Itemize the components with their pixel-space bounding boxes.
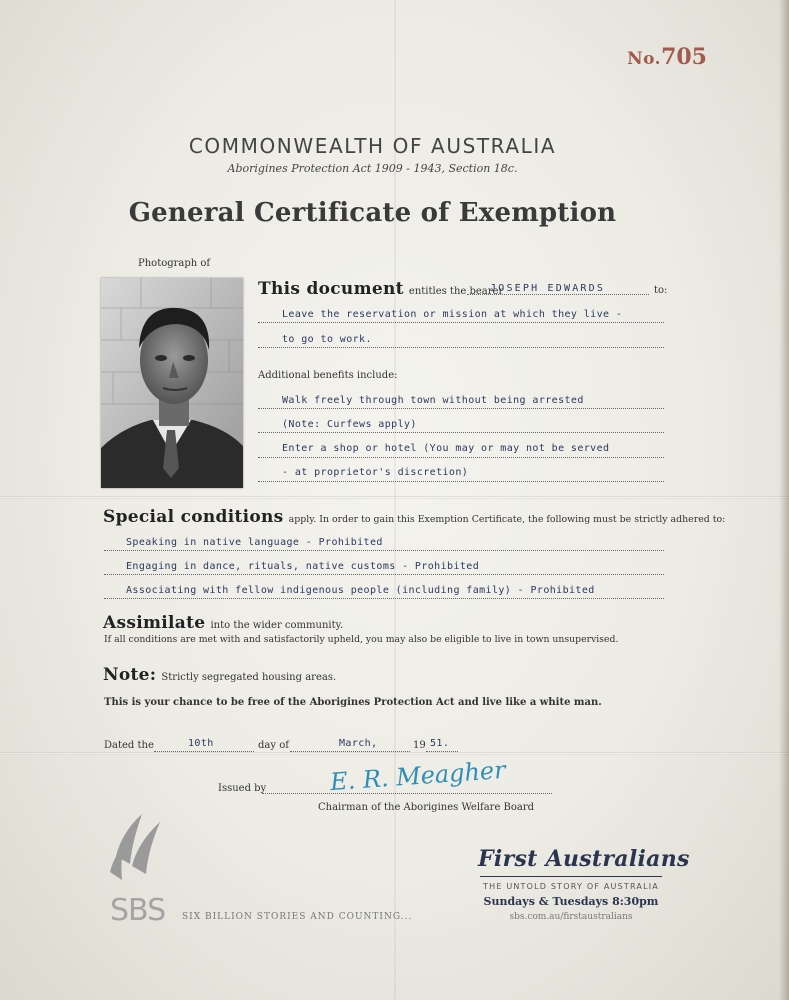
photo-label: Photograph of: [138, 258, 211, 269]
entitlement-line: to go to work.: [282, 334, 372, 345]
assimilate-detail: If all conditions are met with and satisfactorily upheld, you may also be eligible to live in town unsupervised.: [104, 634, 619, 645]
certificate-number-prefix: No.: [627, 49, 662, 69]
commonwealth-heading: COMMONWEALTH OF AUSTRALIA: [188, 134, 557, 158]
dotted-line: [258, 481, 664, 482]
signature: E. R. Meagher: [329, 755, 507, 797]
special-conditions: [103, 507, 725, 527]
day-of-label: day of: [258, 740, 289, 751]
document-lead: This document: [258, 279, 404, 299]
note-lead: Note:: [103, 665, 157, 685]
to-text: to:: [654, 285, 668, 296]
benefit-line: Walk freely through town without being arrested: [282, 395, 584, 406]
dotted-line: [154, 751, 254, 752]
show-title: First Australians: [478, 846, 690, 872]
document-entitlement: [258, 279, 503, 299]
dotted-line: [467, 294, 649, 295]
dated-label: Dated the: [104, 740, 154, 751]
show-tagline: THE UNTOLD STORY OF AUSTRALIA: [483, 882, 659, 891]
benefit-line: - at proprietor's discretion): [282, 467, 469, 478]
assimilate-lead: Assimilate: [103, 613, 206, 633]
bearer-name: JOSEPH EDWARDS: [490, 283, 606, 294]
issuer-title: Chairman of the Aborigines Welfare Board: [318, 802, 535, 813]
dotted-line: [426, 751, 458, 752]
dotted-line: [258, 432, 664, 433]
certificate-title: General Certificate of Exemption: [128, 198, 617, 228]
paper-edge: [779, 0, 789, 1000]
benefit-line: Enter a shop or hotel (You may or may not be served: [282, 443, 610, 454]
dotted-line: [104, 574, 664, 575]
dotted-line: [258, 322, 664, 323]
entitlement-line: Leave the reservation or mission at which they live -: [282, 309, 623, 320]
year-prefix: 19: [413, 740, 426, 751]
dotted-line: [258, 347, 664, 348]
benefit-line: (Note: Curfews apply): [282, 419, 417, 430]
special-lead: Special conditions: [103, 507, 284, 527]
certificate-number: [627, 44, 707, 70]
dotted-line: [290, 751, 410, 752]
dated-month: March,: [339, 738, 378, 749]
show-url[interactable]: sbs.com.au/firstaustralians: [509, 912, 633, 922]
assimilate-text: into the wider community.: [210, 620, 344, 631]
condition-line: Associating with fellow indigenous people (including family) - Prohibited: [126, 585, 595, 596]
note-text: Strictly segregated housing areas.: [161, 672, 337, 683]
certificate-number-value: 705: [661, 44, 707, 70]
bearer-photo: [101, 278, 243, 488]
note-section: [103, 665, 336, 685]
show-underline: [480, 876, 662, 877]
issued-label: Issued by: [218, 783, 267, 794]
sbs-tagline: SIX BILLION STORIES AND COUNTING...: [182, 912, 413, 922]
dotted-line: [104, 598, 664, 599]
dotted-line: [258, 408, 664, 409]
dotted-line: [104, 550, 664, 551]
dated-year: 51.: [430, 738, 450, 749]
closing-statement: This is your chance to be free of the Aborigines Protection Act and live like a white man.: [104, 697, 602, 708]
show-time: Sundays & Tuesdays 8:30pm: [483, 895, 659, 908]
act-reference: Aborigines Protection Act 1909 - 1943, Section 18c.: [227, 162, 518, 175]
dated-day: 10th: [188, 738, 214, 749]
sbs-logo-mark: [108, 812, 168, 896]
special-text: apply. In order to gain this Exemption Certificate, the following must be strictly adhered to:: [288, 514, 726, 525]
sbs-logo-text: SBS: [110, 893, 166, 928]
condition-line: Engaging in dance, rituals, native customs - Prohibited: [126, 561, 480, 572]
dotted-line: [262, 793, 552, 794]
condition-line: Speaking in native language - Prohibited: [126, 537, 383, 548]
assimilate-section: [103, 613, 343, 633]
entitles-text: entitles the bearer: [408, 286, 504, 297]
benefits-heading: Additional benefits include:: [258, 370, 398, 381]
dotted-line: [258, 457, 664, 458]
